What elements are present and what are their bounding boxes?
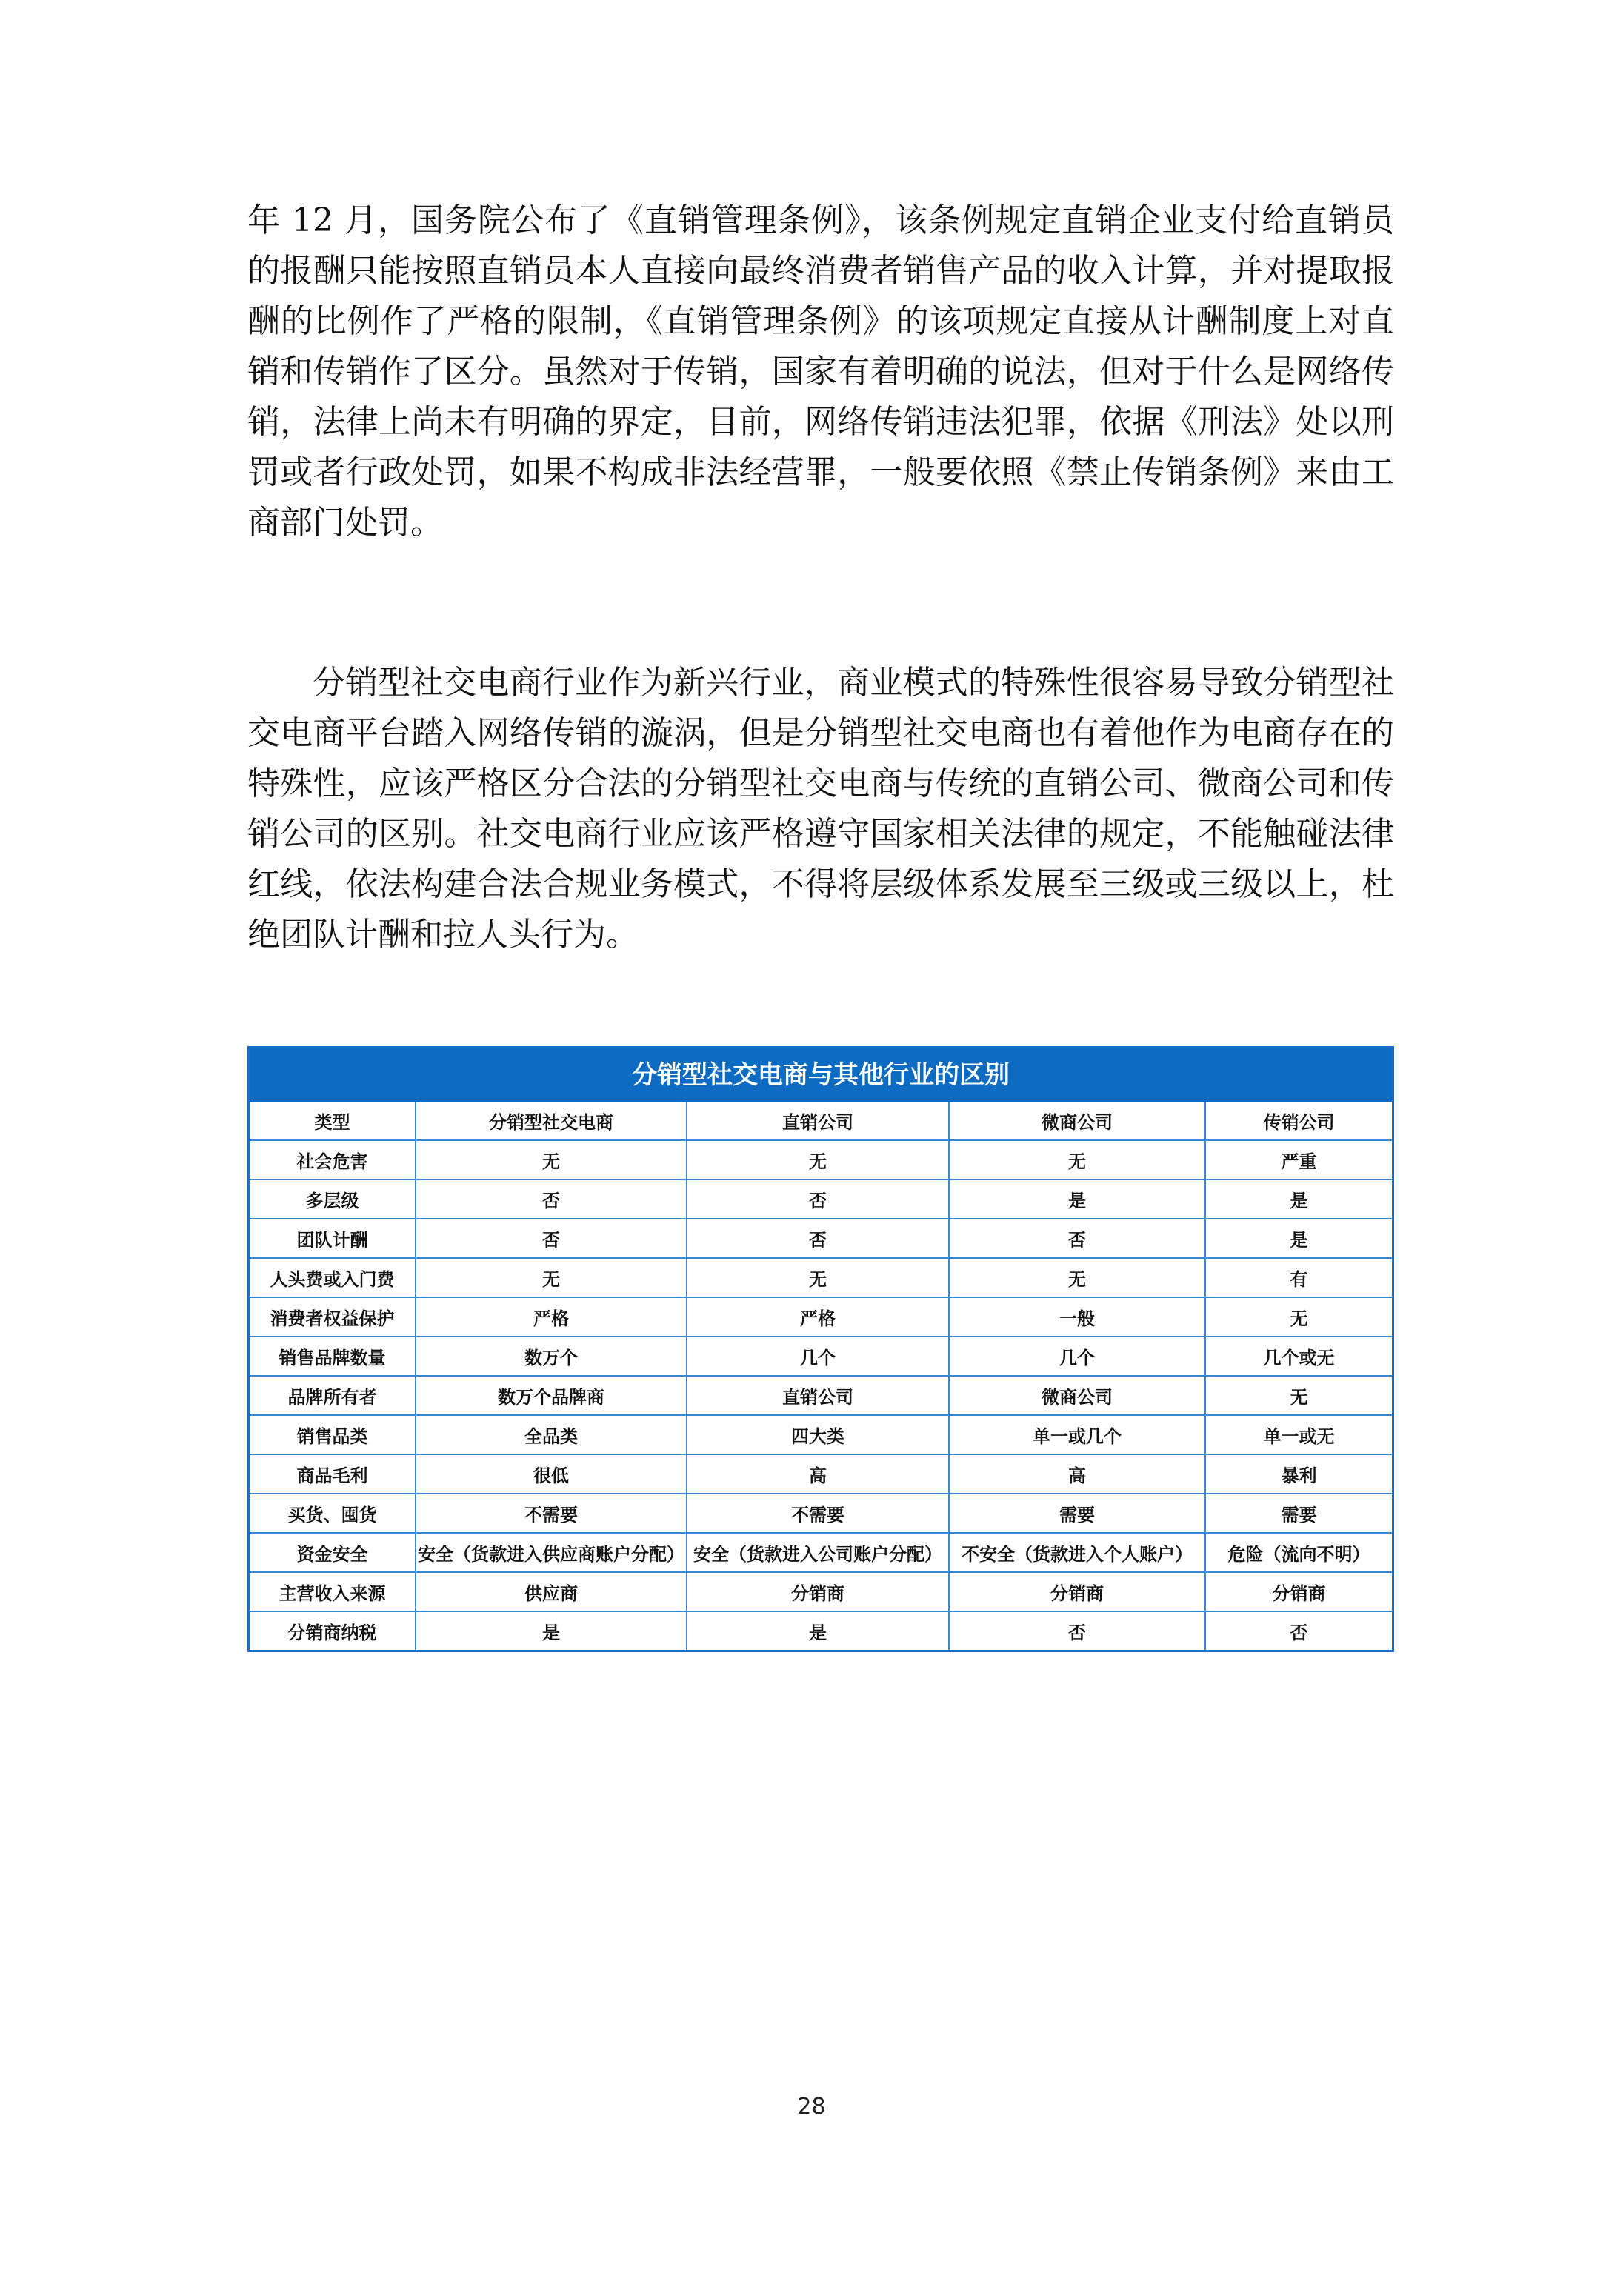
paragraph-2 xyxy=(247,658,1394,960)
paragraph-2-line: 红线，依法构建合法合规业务模式，不得将层级体系发展至三级或三级以上，杜 xyxy=(247,865,1394,903)
table-header-row xyxy=(250,1102,1392,1140)
table-row xyxy=(250,1297,1392,1337)
table-cell: 是 xyxy=(416,1611,687,1650)
paragraph-1-line: 的报酬只能按照直销员本人直接向最终消费者销售产品的收入计算，并对提取报 xyxy=(247,252,1394,290)
table-cell: 需要 xyxy=(1205,1494,1392,1533)
paragraph-2-line: 交电商平台踏入网络传销的漩涡，但是分销型社交电商也有着他作为电商存在的 xyxy=(247,714,1394,752)
table-cell: 是 xyxy=(1205,1179,1392,1219)
paragraph-2-line: 绝团队计酬和拉人头行为。 xyxy=(247,916,639,954)
table-cell: 分销商 xyxy=(1205,1572,1392,1611)
table-row-label: 分销商纳税 xyxy=(250,1611,416,1650)
table-cell: 安全（货款进入供应商账户分配） xyxy=(416,1533,687,1572)
paragraph-1-line: 年 12 月，国务院公布了《直销管理条例》，该条例规定直销企业支付给直销员 xyxy=(247,202,1394,239)
table-cell: 无 xyxy=(1205,1297,1392,1337)
table-cell: 否 xyxy=(416,1179,687,1219)
table-cell: 是 xyxy=(949,1179,1205,1219)
table-cell: 有 xyxy=(1205,1258,1392,1297)
table-cell: 无 xyxy=(416,1258,687,1297)
table-row-label: 社会危害 xyxy=(250,1140,416,1179)
table-cell: 全品类 xyxy=(416,1415,687,1454)
table-cell: 需要 xyxy=(949,1494,1205,1533)
comparison-table-grid xyxy=(250,1102,1392,1650)
table-cell: 无 xyxy=(1205,1376,1392,1415)
table-row-label: 消费者权益保护 xyxy=(250,1297,416,1337)
table-cell: 数万个品牌商 xyxy=(416,1376,687,1415)
table-cell: 直销公司 xyxy=(687,1376,949,1415)
table-cell: 不需要 xyxy=(687,1494,949,1533)
table-row xyxy=(250,1454,1392,1494)
page-number: 28 xyxy=(797,2094,826,2120)
table-header-cell: 类型 xyxy=(250,1102,416,1140)
table-row-label: 商品毛利 xyxy=(250,1454,416,1494)
table-cell: 供应商 xyxy=(416,1572,687,1611)
table-row xyxy=(250,1140,1392,1179)
table-row-label: 买货、囤货 xyxy=(250,1494,416,1533)
table-cell: 几个 xyxy=(949,1337,1205,1376)
table-row xyxy=(250,1179,1392,1219)
table-cell: 无 xyxy=(949,1140,1205,1179)
paragraph-2-line: 分销型社交电商行业作为新兴行业，商业模式的特殊性很容易导致分销型社 xyxy=(313,664,1394,702)
table-cell: 无 xyxy=(949,1258,1205,1297)
table-cell: 否 xyxy=(687,1219,949,1258)
table-cell: 单一或无 xyxy=(1205,1415,1392,1454)
table-row xyxy=(250,1219,1392,1258)
table-cell: 严重 xyxy=(1205,1140,1392,1179)
table-cell: 暴利 xyxy=(1205,1454,1392,1494)
table-cell: 数万个 xyxy=(416,1337,687,1376)
paragraph-1-line: 销，法律上尚未有明确的界定，目前，网络传销违法犯罪，依据《刑法》处以刑 xyxy=(247,403,1394,441)
paragraph-2-line: 特殊性，应该严格区分合法的分销型社交电商与传统的直销公司、微商公司和传 xyxy=(247,765,1394,802)
table-cell: 单一或几个 xyxy=(949,1415,1205,1454)
table-cell: 不需要 xyxy=(416,1494,687,1533)
table-row xyxy=(250,1494,1392,1533)
table-cell: 否 xyxy=(949,1611,1205,1650)
table-row-label: 团队计酬 xyxy=(250,1219,416,1258)
table-cell: 很低 xyxy=(416,1454,687,1494)
table-row-label: 多层级 xyxy=(250,1179,416,1219)
table-cell: 严格 xyxy=(687,1297,949,1337)
table-cell: 四大类 xyxy=(687,1415,949,1454)
table-cell: 否 xyxy=(416,1219,687,1258)
table-cell: 微商公司 xyxy=(949,1376,1205,1415)
table-cell: 分销商 xyxy=(687,1572,949,1611)
table-header-cell: 微商公司 xyxy=(949,1102,1205,1140)
paragraph-1-line: 商部门处罚。 xyxy=(247,504,443,542)
table-cell: 否 xyxy=(687,1179,949,1219)
table-row xyxy=(250,1415,1392,1454)
table-row xyxy=(250,1258,1392,1297)
table-row-label: 销售品类 xyxy=(250,1415,416,1454)
table-cell: 否 xyxy=(1205,1611,1392,1650)
table-cell: 否 xyxy=(949,1219,1205,1258)
table-cell: 无 xyxy=(687,1140,949,1179)
table-row xyxy=(250,1533,1392,1572)
paragraph-1-line: 销和传销作了区分。虽然对于传销，国家有着明确的说法，但对于什么是网络传 xyxy=(247,353,1394,390)
table-row-label: 销售品牌数量 xyxy=(250,1337,416,1376)
table-cell: 是 xyxy=(687,1611,949,1650)
table-row-label: 品牌所有者 xyxy=(250,1376,416,1415)
table-cell: 无 xyxy=(416,1140,687,1179)
table-header-cell: 直销公司 xyxy=(687,1102,949,1140)
table-row xyxy=(250,1337,1392,1376)
table-body xyxy=(250,1140,1392,1650)
table-cell: 无 xyxy=(687,1258,949,1297)
paragraph-1-line: 酬的比例作了严格的限制，《直销管理条例》的该项规定直接从计酬制度上对直 xyxy=(247,302,1394,340)
table-header-cell: 分销型社交电商 xyxy=(416,1102,687,1140)
table-cell: 安全（货款进入公司账户分配） xyxy=(687,1533,949,1572)
table-cell: 高 xyxy=(949,1454,1205,1494)
paragraph-1-line: 罚或者行政处罚，如果不构成非法经营罪，一般要依照《禁止传销条例》来由工 xyxy=(247,453,1394,491)
table-row-label: 资金安全 xyxy=(250,1533,416,1572)
table-cell: 是 xyxy=(1205,1219,1392,1258)
table-row xyxy=(250,1611,1392,1650)
table-row-label: 主营收入来源 xyxy=(250,1572,416,1611)
table-title: 分销型社交电商与其他行业的区别 xyxy=(250,1048,1392,1102)
table-cell: 几个或无 xyxy=(1205,1337,1392,1376)
table-cell: 危险（流向不明） xyxy=(1205,1533,1392,1572)
table-cell: 一般 xyxy=(949,1297,1205,1337)
paragraph-2-line: 销公司的区别。社交电商行业应该严格遵守国家相关法律的规定，不能触碰法律 xyxy=(247,815,1394,853)
table-cell: 严格 xyxy=(416,1297,687,1337)
paragraph-1 xyxy=(247,196,1394,548)
table-cell: 分销商 xyxy=(949,1572,1205,1611)
table-row xyxy=(250,1376,1392,1415)
table-header-cell: 传销公司 xyxy=(1205,1102,1392,1140)
table-cell: 几个 xyxy=(687,1337,949,1376)
table-cell: 高 xyxy=(687,1454,949,1494)
table-row xyxy=(250,1572,1392,1611)
table-row-label: 人头费或入门费 xyxy=(250,1258,416,1297)
comparison-table xyxy=(247,1046,1394,1652)
table-cell: 不安全（货款进入个人账户） xyxy=(949,1533,1205,1572)
